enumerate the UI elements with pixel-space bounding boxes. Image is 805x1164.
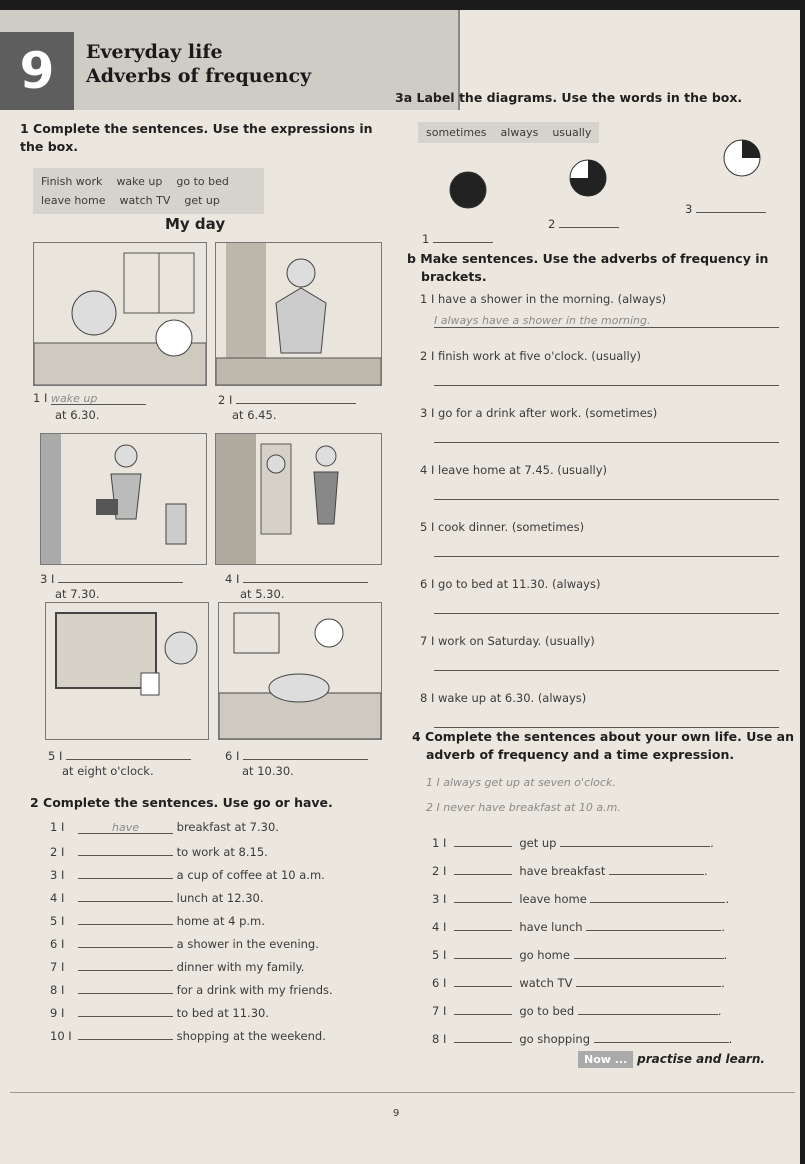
picture-getting-up — [215, 242, 382, 386]
person-stretching-icon — [216, 243, 381, 385]
caption-4-answer[interactable] — [243, 570, 368, 583]
ex3b-answer-4[interactable] — [434, 485, 779, 500]
ex4-item: 7 I go to bed . — [432, 1004, 722, 1018]
word-sometimes: sometimes — [426, 126, 487, 139]
my-day-heading: My day — [165, 215, 226, 233]
unit-number: 9 — [0, 32, 74, 110]
ex1-instruction: 1 Complete the sentences. Use the expressions in the box. — [20, 121, 373, 154]
unit-banner — [0, 10, 460, 110]
ex3a-word-box — [418, 122, 599, 143]
unit-title — [86, 40, 311, 88]
now-tagline: practise and learn. — [637, 1052, 765, 1066]
ex4-item: 5 I go home . — [432, 948, 728, 962]
ex1-word-box — [33, 168, 264, 214]
caption-1: 1 I wake up — [33, 391, 146, 405]
television-icon — [46, 603, 208, 739]
caption-2: 2 I — [218, 391, 356, 407]
picture-watching-tv — [45, 602, 209, 740]
picture-finishing-work — [215, 433, 382, 565]
caption-1-answer[interactable]: wake up — [51, 392, 146, 405]
caption-6-answer[interactable] — [243, 747, 368, 760]
caption-2-time: at 6.45. — [232, 408, 277, 422]
ex3b-item: 8 I wake up at 6.30. (always) — [420, 691, 780, 748]
word-watch-tv: watch TV — [119, 194, 171, 207]
word-go-to-bed: go to bed — [176, 175, 229, 188]
ex3b-item: 6 I go to bed at 11.30. (always) — [420, 577, 780, 634]
picture-going-to-bed — [218, 602, 382, 740]
ex2-item: 8 I for a drink with my friends. — [50, 983, 333, 997]
ex3b-item: 7 I work on Saturday. (usually) — [420, 634, 780, 691]
ex2-instruction: 2 Complete the sentences. Use go or have. — [30, 795, 333, 810]
ex2-item: 9 I to bed at 11.30. — [50, 1006, 269, 1020]
page-number: 9 — [393, 1108, 400, 1119]
caption-1-time: at 6.30. — [55, 408, 100, 422]
ex2-item: 3 I a cup of coffee at 10 a.m. — [50, 868, 325, 882]
diagram-label-1: 1 — [422, 230, 493, 246]
ex4-item: 4 I have lunch . — [432, 920, 725, 934]
pie-diagram-2 — [568, 158, 608, 198]
ex3b-list — [420, 292, 780, 748]
pie-slice-3 — [742, 140, 760, 158]
ex3b-instruction: b Make sentences. Use the adverbs of frequency in brackets. — [407, 251, 769, 284]
word-always: always — [500, 126, 539, 139]
ex2-item: 7 I dinner with my family. — [50, 960, 305, 974]
ex4-example-2: 2 I never have breakfast at 10 a.m. — [426, 801, 621, 814]
word-get-up: get up — [184, 194, 220, 207]
caption-3-answer[interactable] — [58, 570, 183, 583]
person-walking-icon — [41, 434, 206, 564]
ex1-word-row1 — [41, 172, 256, 191]
word-wake-up: wake up — [116, 175, 163, 188]
ex3b-answer-2[interactable] — [434, 371, 779, 386]
ex2-item: 1 I have breakfast at 7.30. — [50, 820, 279, 834]
ex4-instruction: 4 Complete the sentences about your own life. Use an adverb of frequency and a time expression. — [412, 729, 794, 762]
diagram-label-3: 3 — [685, 200, 766, 216]
ex3b-item: 3 I go for a drink after work. (sometimes) — [420, 406, 780, 463]
footer-divider — [10, 1092, 795, 1093]
unit-title-line1: Everyday life — [86, 41, 223, 63]
ex3b-answer-5[interactable] — [434, 542, 779, 557]
alarm-clock-icon — [34, 243, 206, 385]
ex3b-answer-7[interactable] — [434, 656, 779, 671]
workbook-page — [0, 10, 800, 1164]
ex2-item: 6 I a shower in the evening. — [50, 937, 319, 951]
ex3b-item: 4 I leave home at 7.45. (usually) — [420, 463, 780, 520]
ex3b-answer-6[interactable] — [434, 599, 779, 614]
caption-3-time: at 7.30. — [55, 587, 100, 601]
ex4-item: 1 I get up . — [432, 836, 714, 850]
unit-title-line2: Adverbs of frequency — [86, 65, 312, 87]
ex4-list — [432, 834, 777, 1058]
ex3b-item: 1 I have a shower in the morning. (always) I always have a shower in the morning. — [420, 292, 780, 349]
sleeping-person-icon — [219, 603, 381, 739]
word-leave-home: leave home — [41, 194, 106, 207]
ex2-item: 10 I shopping at the weekend. — [50, 1029, 326, 1043]
ex3a-instruction: 3a Label the diagrams. Use the words in the box. — [395, 90, 743, 105]
ex3b-item: 5 I cook dinner. (sometimes) — [420, 520, 780, 577]
ex3b-item: 2 I finish work at five o'clock. (usually) — [420, 349, 780, 406]
caption-6: 6 I — [225, 747, 368, 763]
people-walking-icon — [216, 434, 381, 564]
word-finish-work: Finish work — [41, 175, 103, 188]
caption-5-time: at eight o'clock. — [62, 764, 154, 778]
ex4-item: 2 I have breakfast . — [432, 864, 708, 878]
ex4-item: 8 I go shopping . — [432, 1032, 733, 1046]
ex4-example-1: 1 I always get up at seven o'clock. — [426, 776, 616, 789]
caption-4: 4 I — [225, 570, 368, 586]
word-usually: usually — [552, 126, 592, 139]
pie-diagram-1 — [448, 170, 488, 210]
caption-5: 5 I — [48, 747, 191, 763]
caption-3: 3 I — [40, 570, 183, 586]
ex3b-answer-3[interactable] — [434, 428, 779, 443]
ex2-item: 4 I lunch at 12.30. — [50, 891, 264, 905]
now-banner — [578, 1052, 765, 1066]
ex3b-answer-8[interactable] — [434, 713, 779, 728]
ex2-list — [50, 820, 380, 1050]
ex3b-answer-1[interactable]: I always have a shower in the morning. — [434, 314, 779, 328]
picture-waking-up — [33, 242, 207, 386]
ex2-item: 2 I to work at 8.15. — [50, 845, 268, 859]
ex2-item: 5 I home at 4 p.m. — [50, 914, 265, 928]
now-tag: Now ... — [578, 1051, 633, 1068]
picture-leaving-home — [40, 433, 207, 565]
pie-diagram-3 — [722, 138, 762, 178]
ex1-word-row2 — [41, 191, 256, 210]
caption-6-time: at 10.30. — [242, 764, 294, 778]
diagram-label-2: 2 — [548, 215, 619, 231]
caption-4-time: at 5.30. — [240, 587, 285, 601]
caption-2-answer[interactable] — [236, 391, 356, 404]
ex4-item: 6 I watch TV . — [432, 976, 725, 990]
ex4-item: 3 I leave home . — [432, 892, 730, 906]
caption-5-answer[interactable] — [66, 747, 191, 760]
